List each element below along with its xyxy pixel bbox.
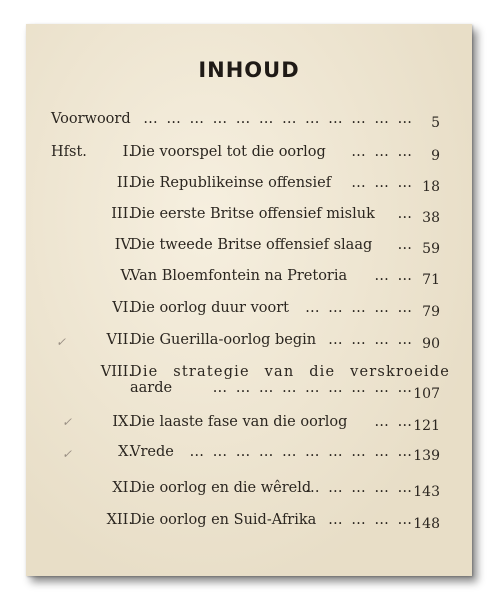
toc-entry-page: 71 — [422, 272, 440, 288]
toc-entry-chapter-10 — [26, 440, 472, 464]
toc-entry-title: Van Bloemfontein na Pretoria — [130, 268, 348, 284]
toc-entry-leader: … … … — [351, 144, 414, 160]
toc-entry-number: XI. — [112, 480, 133, 496]
toc-entry-leader: … … … … … … … … … … … … — [143, 111, 414, 127]
pencil-mark: ✓ — [62, 447, 73, 461]
toc-entry-title: Die voorspel tot die oorlog — [130, 144, 326, 160]
toc-entry-number: V. — [120, 268, 133, 284]
toc-entry-voorwoord — [26, 107, 472, 131]
toc-entry-page: 148 — [413, 516, 440, 532]
toc-entry-number: I. — [122, 144, 133, 160]
pencil-mark: ✓ — [56, 335, 67, 349]
toc-entry-title: Voorwoord — [51, 111, 131, 127]
toc-entry-page: 79 — [422, 304, 440, 320]
page-title: INHOUD — [198, 58, 300, 82]
toc-entry-number: IV. — [114, 237, 133, 253]
toc-entry-chapter-6 — [26, 296, 472, 320]
toc-entry-prefix: Hfst. — [51, 144, 87, 160]
toc-entry-leader: … … — [374, 268, 414, 284]
toc-entry-number: III. — [111, 206, 133, 222]
toc-entry-number: II. — [116, 175, 133, 191]
toc-entry-title: Vrede — [130, 444, 174, 460]
toc-entry-leader: … … … … — [328, 332, 414, 348]
toc-entry-leader: … … … … … … … … … — [212, 380, 414, 396]
toc-entry-title: Die oorlog duur voort — [130, 300, 290, 316]
toc-entry-leader: … … — [374, 414, 414, 430]
toc-entry-number: VIII. — [100, 364, 133, 380]
toc-entry-page: 9 — [431, 148, 440, 164]
toc-entry-page: 90 — [422, 336, 440, 352]
toc-entry-number: VII. — [106, 332, 133, 348]
toc-entry-page: 38 — [422, 210, 440, 226]
toc-entry-chapter-5 — [26, 264, 472, 288]
pencil-mark: ✓ — [62, 415, 73, 429]
book-page — [26, 24, 472, 576]
toc-entry-leader: … … … — [351, 175, 414, 191]
toc-entry-leader: … … … … … — [305, 480, 414, 496]
toc-entry-page: 107 — [413, 386, 440, 402]
toc-entry-title-continued: aarde — [130, 380, 173, 396]
toc-entry-title: Die tweede Britse offensief slaag — [130, 237, 373, 253]
toc-entry-number: VI. — [112, 300, 133, 316]
toc-entry-leader: … … … … — [328, 512, 414, 528]
toc-entry-page: 5 — [431, 115, 440, 131]
toc-entry-page: 121 — [413, 418, 440, 434]
toc-entry-number: XII. — [106, 512, 133, 528]
toc-entry-chapter-9 — [26, 410, 472, 434]
toc-entry-chapter-2 — [26, 171, 472, 195]
toc-entry-chapter-1 — [26, 140, 472, 164]
toc-entry-title: Die strategie van die verskroeide — [130, 364, 450, 380]
toc-entry-leader: … … … … … — [305, 300, 414, 316]
toc-entry-title: Die Republikeinse offensief — [130, 175, 332, 191]
toc-entry-chapter-4 — [26, 233, 472, 257]
toc-entry-title: Die oorlog en Suid-Afrika — [130, 512, 317, 528]
toc-entry-leader: … — [397, 237, 414, 253]
toc-entry-leader: … … … … … … … … … … — [189, 444, 414, 460]
toc-entry-chapter-12 — [26, 508, 472, 532]
toc-entry-page: 59 — [422, 241, 440, 257]
toc-entry-number: X. — [118, 444, 133, 460]
toc-entry-chapter-7 — [26, 328, 472, 352]
toc-entry-page: 143 — [413, 484, 440, 500]
toc-entry-title: Die eerste Britse offensief misluk — [130, 206, 375, 222]
toc-entry-title: Die Guerilla-oorlog begin — [130, 332, 317, 348]
toc-entry-number: IX. — [112, 414, 133, 430]
toc-entry-title: Die laaste fase van die oorlog — [130, 414, 348, 430]
toc-entry-title: Die oorlog en die wêreld — [130, 480, 312, 496]
toc-entry-page: 139 — [413, 448, 440, 464]
toc-entry-chapter-3 — [26, 202, 472, 226]
toc-entry-leader: … — [397, 206, 414, 222]
toc-entry-page: 18 — [422, 179, 440, 195]
toc-entry-chapter-8 — [26, 360, 472, 404]
toc-entry-chapter-11 — [26, 476, 472, 500]
